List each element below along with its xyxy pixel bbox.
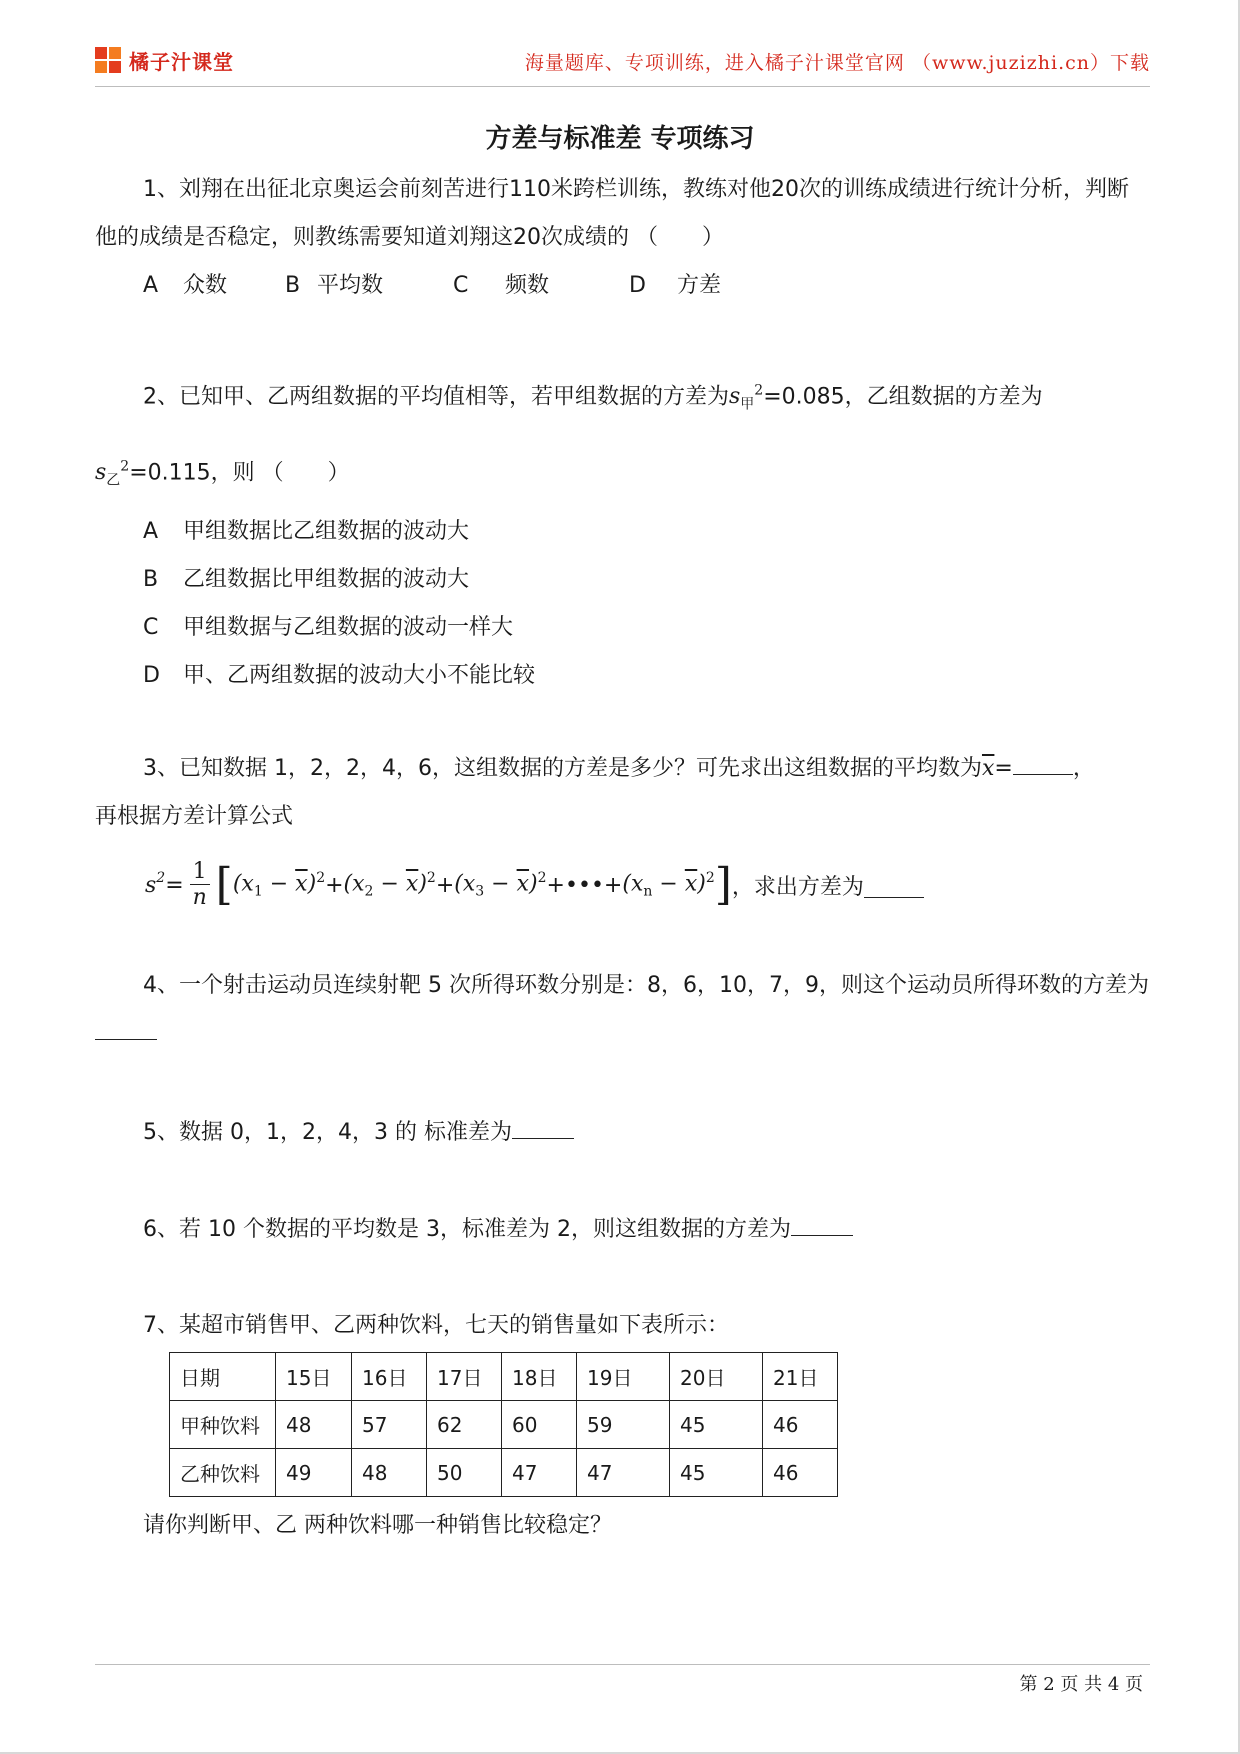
table-cell: 59	[577, 1401, 670, 1449]
header-divider	[95, 86, 1150, 87]
option: D 甲、乙两组数据的波动大小不能比较	[143, 663, 536, 689]
table-cell: 20日	[670, 1353, 763, 1401]
answer-blank	[1013, 750, 1073, 775]
table-cell: 乙种饮料	[170, 1449, 276, 1497]
question-3-text-cont: 再根据方差计算公式	[95, 804, 294, 829]
table-header-row	[170, 1353, 838, 1401]
question-4	[95, 962, 1150, 1058]
option-text: 方差	[677, 273, 722, 298]
question-2-text-cont: $s_乙^2=0.115$，则 （ ）	[95, 458, 350, 489]
option-text: 平均数	[317, 273, 384, 298]
table-cell: 49	[276, 1449, 352, 1497]
page-header	[95, 44, 1150, 84]
option-letter: B	[285, 273, 301, 298]
question-4-text: 4、一个射击运动员连续射靶 5 次所得环数分别是：8，6，10，7，9，则这个运动员所得环数的方差为	[95, 962, 1150, 1058]
header-slogan: 海量题库、专项训练，进入橘子汁课堂官网 （www.juzizhi.cn）下载	[524, 52, 1150, 74]
option-letter: D	[629, 273, 646, 298]
question-5	[95, 1109, 1150, 1157]
question-1-options	[95, 262, 1150, 310]
option: B 乙组数据比甲组数据的波动大	[143, 567, 470, 593]
answer-blank	[512, 1114, 574, 1139]
table-cell: 47	[577, 1449, 670, 1497]
table-row	[170, 1449, 838, 1497]
answer-blank	[95, 1015, 157, 1040]
table-cell: 15日	[276, 1353, 352, 1401]
logo-text: 橘子汁课堂	[129, 50, 234, 74]
table-cell: 48	[276, 1401, 352, 1449]
brand-logo	[95, 46, 234, 75]
table-cell: 62	[427, 1401, 502, 1449]
option-letter: C	[453, 273, 469, 298]
option-text: 众数	[183, 273, 228, 298]
footer-divider	[95, 1664, 1150, 1665]
question-1-text: 1、刘翔在出征北京奥运会前刻苦进行110米跨栏训练，教练对他20次的训练成绩进行统计分析，判断他的成绩是否稳定，则教练需要知道刘翔这20次成绩的 （ ）	[95, 177, 1129, 250]
table-cell: 16日	[352, 1353, 427, 1401]
table-cell: 45	[670, 1401, 763, 1449]
table-cell: 45	[670, 1449, 763, 1497]
question-5-text: 5、数据 0，1，2，4，3 的 标准差为	[95, 1109, 1150, 1157]
page-title: 方差与标准差 专项练习	[485, 124, 755, 154]
option: C 甲组数据与乙组数据的波动一样大	[143, 615, 514, 641]
table-row	[170, 1401, 838, 1449]
question-2-text: 2、已知甲、乙两组数据的平均值相等，若甲组数据的方差为$s_甲^2=0.085$，乙组数据的方差为	[143, 383, 1043, 413]
logo-icon	[95, 47, 123, 75]
table-cell: 19日	[577, 1353, 670, 1401]
table-cell: 17日	[427, 1353, 502, 1401]
mean-symbol: $\overline{x}$	[981, 756, 995, 781]
option-text: 频数	[505, 273, 550, 298]
answer-blank	[864, 873, 924, 898]
question-2	[95, 367, 1150, 700]
question-3-text: 3、已知数据 1，2，2，4，6，这组数据的方差是多少？可先求出这组数据的平均数为$\overline{x}=$ ，	[95, 745, 1150, 793]
question-3	[95, 745, 1150, 841]
option: A 甲组数据比乙组数据的波动大	[143, 519, 470, 545]
page-number: 第 2 页 共 4 页	[1019, 1674, 1143, 1695]
table-cell: 46	[763, 1401, 838, 1449]
table-cell: 47	[502, 1449, 577, 1497]
sales-table	[169, 1352, 838, 1497]
option-letter: A	[143, 273, 159, 298]
table-cell: 18日	[502, 1353, 577, 1401]
table-cell: 48	[352, 1449, 427, 1497]
table-cell: 日期	[170, 1353, 276, 1401]
question-7	[95, 1302, 1150, 1350]
question-6-text: 6、若 10 个数据的平均数是 3，标准差为 2，则这组数据的方差为	[95, 1206, 1150, 1254]
variance-formula: s $^2$ = $\frac{1}{n}$ [ $(x_1 - \overline{x})^2$ + $(x_2 - \overline{x})^2$ + $(x_3 - \overline{x})^2$ + ••• + $(x_n - \overline{x})^2$ ] ，求出方差为	[145, 850, 924, 920]
table-cell: 46	[763, 1449, 838, 1497]
answer-blank	[791, 1211, 853, 1236]
question-6	[95, 1206, 1150, 1254]
question-7-question: 请你判断甲、乙 两种饮料哪一种销售比较稳定？	[143, 1513, 612, 1538]
table-cell: 50	[427, 1449, 502, 1497]
table-cell: 57	[352, 1401, 427, 1449]
table-cell: 甲种饮料	[170, 1401, 276, 1449]
question-1	[95, 166, 1150, 310]
question-7-ask	[95, 1502, 1150, 1550]
question-2-options	[95, 508, 1150, 700]
question-7-intro: 7、某超市销售甲、乙两种饮料，七天的销售量如下表所示：	[143, 1313, 729, 1338]
table-cell: 60	[502, 1401, 577, 1449]
table-cell: 21日	[763, 1353, 838, 1401]
